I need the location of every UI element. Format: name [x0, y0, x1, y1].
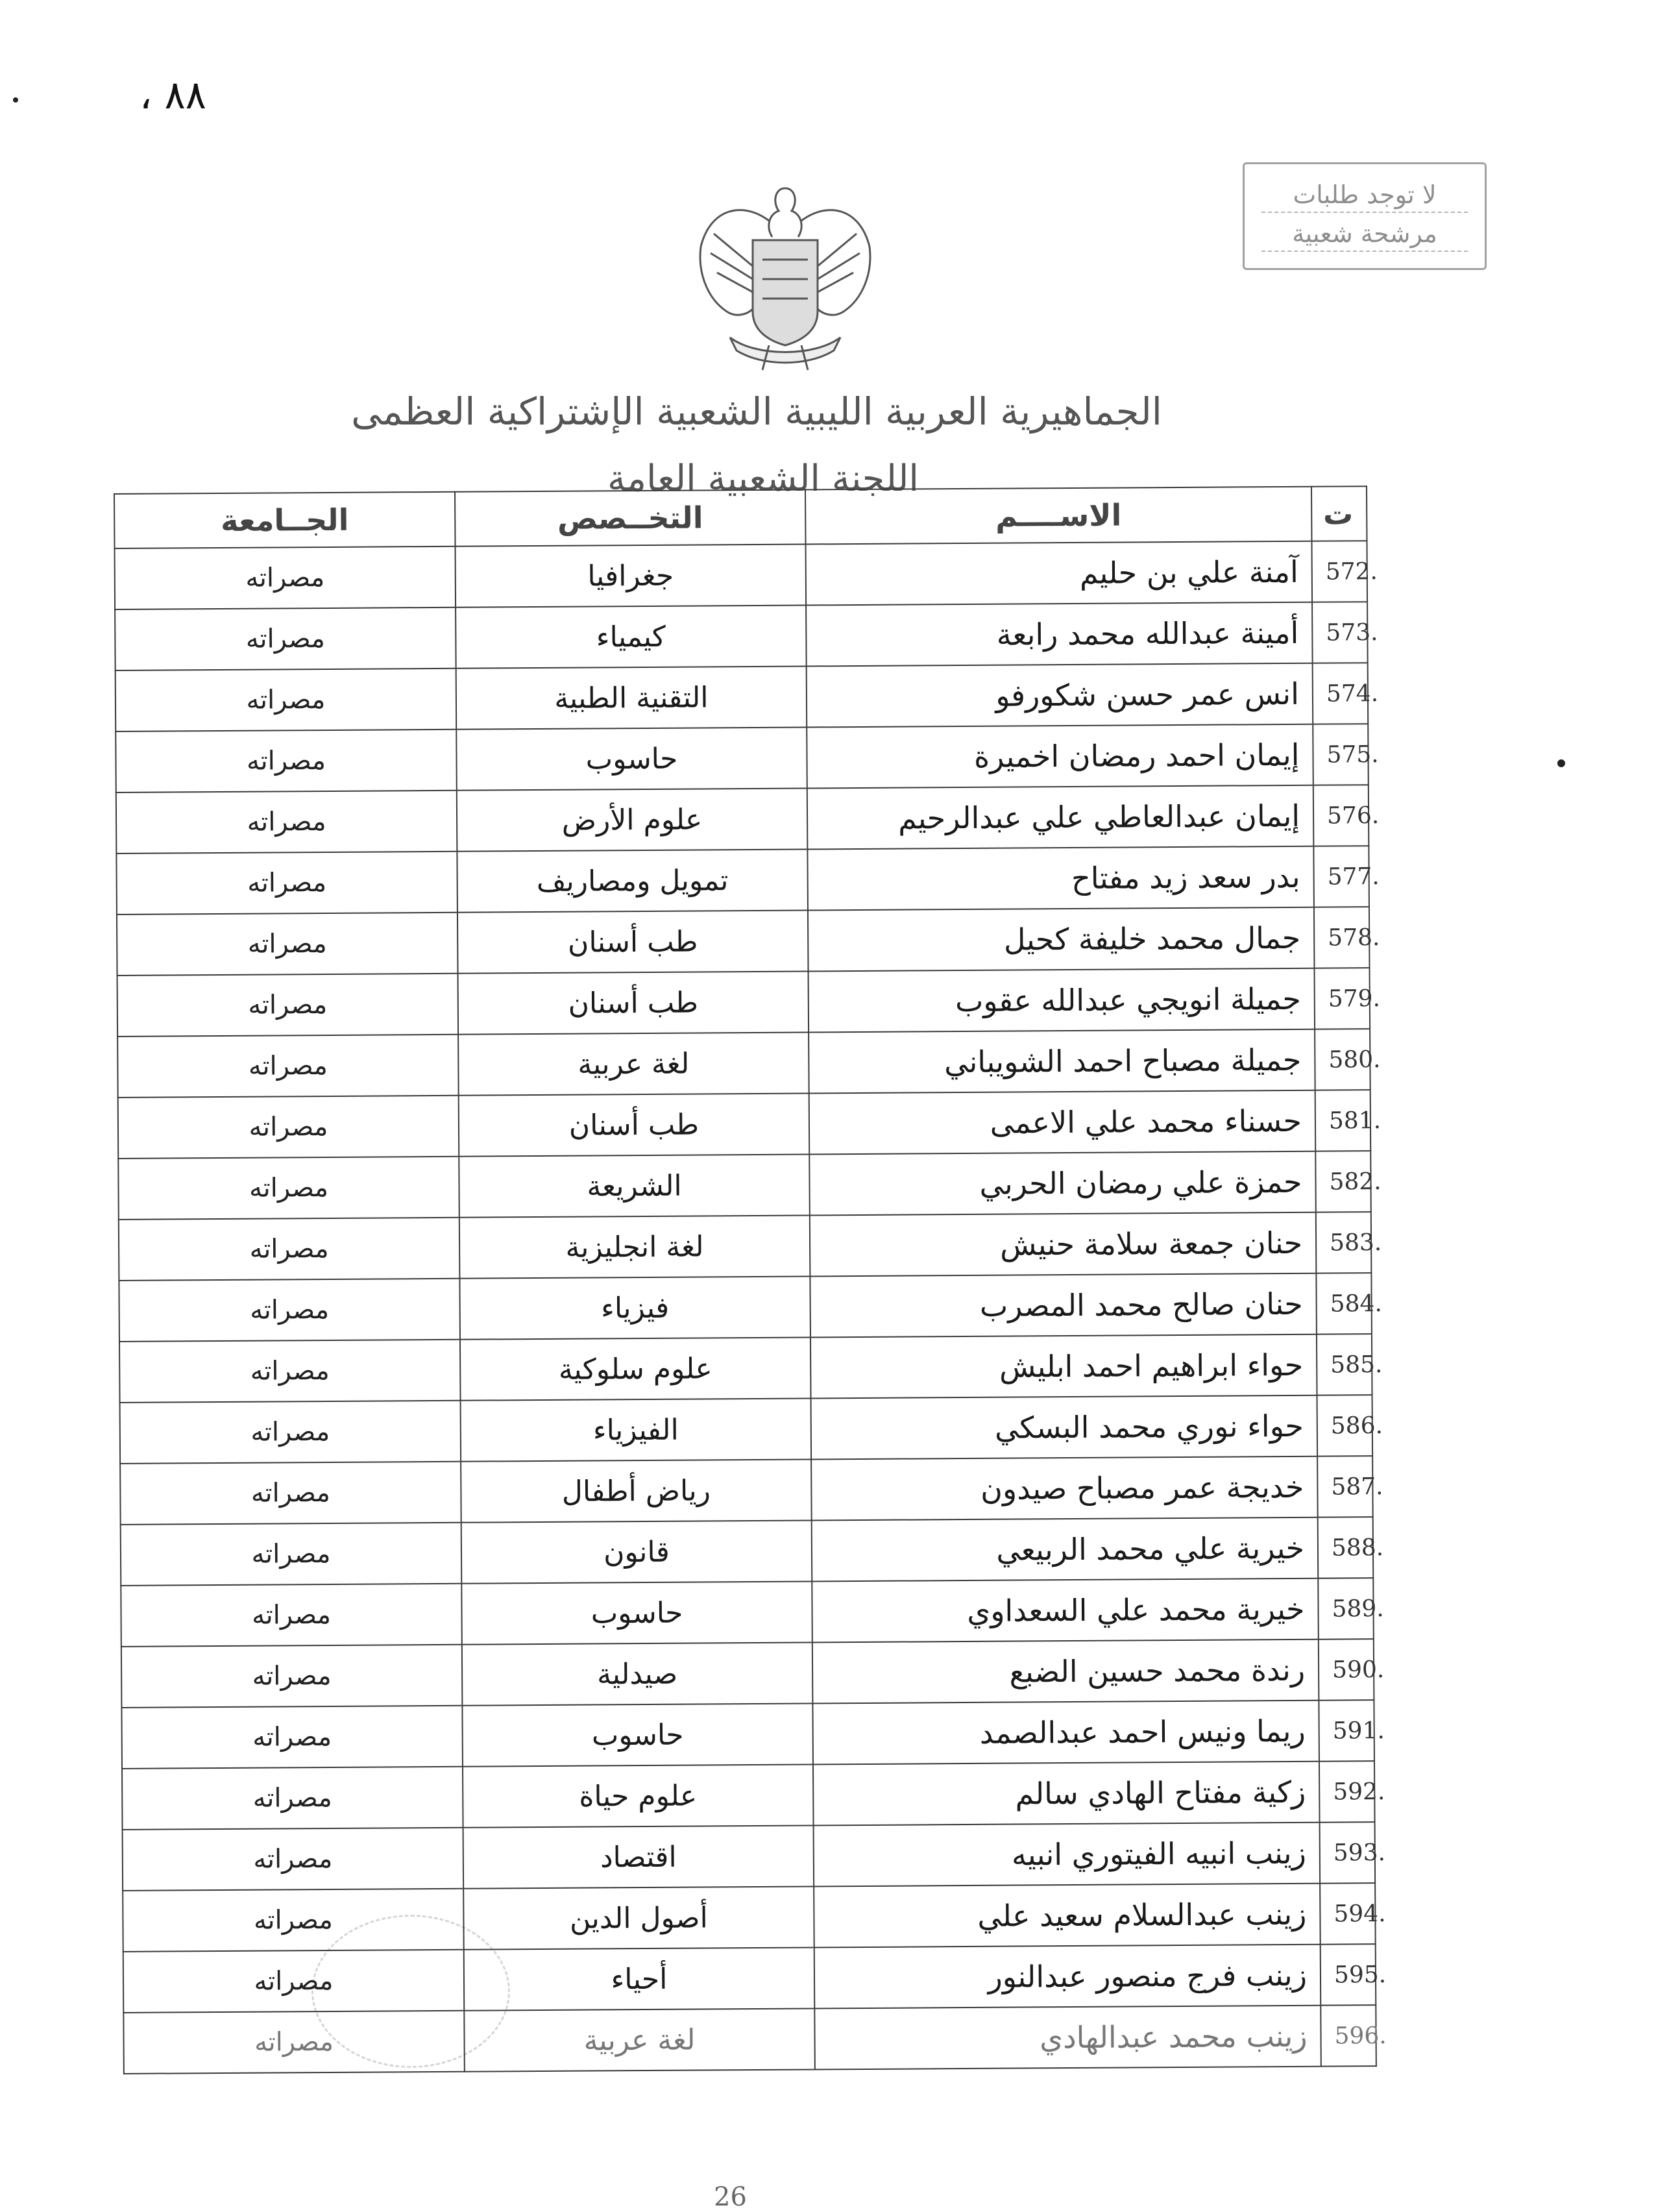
- row-university: مصراته: [117, 974, 459, 1037]
- row-number: 581.: [1315, 1090, 1371, 1151]
- row-specialization: تمويل ومصاريف: [457, 849, 808, 912]
- row-name: حنان جمعة سلامة حنيش: [810, 1212, 1317, 1277]
- row-name: خديجة عمر مصباح صيدون: [811, 1456, 1318, 1521]
- hawk-emblem-icon: [691, 175, 879, 376]
- table-row: [120, 1395, 1373, 1464]
- row-number: 586.: [1317, 1395, 1373, 1456]
- row-university: مصراته: [123, 1828, 464, 1891]
- row-specialization: علوم حياة: [463, 1764, 814, 1827]
- row-number: 574.: [1313, 663, 1369, 724]
- row-specialization: طب أسنان: [459, 1093, 810, 1156]
- row-university: مصراته: [121, 1645, 463, 1708]
- row-university: مصراته: [117, 913, 458, 976]
- header-name: الاســــم: [805, 487, 1311, 545]
- row-name: إيمان احمد رمضان اخميرة: [807, 724, 1313, 789]
- row-specialization: حاسوب: [462, 1703, 813, 1766]
- table-row: [117, 1029, 1370, 1098]
- row-university: مصراته: [120, 1462, 461, 1525]
- row-number: 587.: [1317, 1456, 1373, 1518]
- row-name: بدر سعد زيد مفتاح: [807, 846, 1314, 911]
- row-university: مصراته: [123, 1889, 464, 1952]
- stamp-line-1: لا توجد طلبات: [1261, 180, 1468, 213]
- row-name: انس عمر حسن شكورفو: [807, 663, 1313, 728]
- table-row: [119, 1334, 1372, 1403]
- table-row: [117, 907, 1370, 976]
- row-university: مصراته: [118, 1096, 459, 1159]
- row-number: 595.: [1321, 1944, 1376, 2006]
- table-row: [116, 724, 1369, 793]
- row-university: مصراته: [119, 1218, 460, 1281]
- row-university: مصراته: [121, 1523, 462, 1586]
- table-row: [120, 1456, 1373, 1525]
- row-specialization: التقنية الطبية: [456, 666, 807, 729]
- row-name: حواء نوري محمد البسكي: [811, 1395, 1318, 1460]
- table-row: [119, 1212, 1372, 1281]
- table-row: [122, 1761, 1375, 1830]
- row-university: مصراته: [121, 1706, 463, 1769]
- table-row: [121, 1700, 1374, 1769]
- table-row: [115, 541, 1368, 609]
- roster-table-container: [114, 485, 1387, 2122]
- table-row: [121, 1517, 1374, 1586]
- roster-table: [114, 485, 1387, 2074]
- row-number: 584.: [1316, 1273, 1372, 1334]
- row-number: 580.: [1315, 1029, 1370, 1090]
- row-name: حواء ابراهيم احمد ابليش: [810, 1334, 1317, 1399]
- row-university: مصراته: [120, 1401, 461, 1464]
- row-specialization: حاسوب: [456, 727, 807, 790]
- table-row: [121, 1578, 1374, 1647]
- table-row: [116, 785, 1369, 854]
- row-specialization: طب أسنان: [458, 971, 809, 1034]
- table-row: [118, 1090, 1371, 1159]
- row-specialization: الشريعة: [459, 1154, 810, 1217]
- row-number: 594.: [1320, 1883, 1376, 1945]
- row-specialization: قانون: [461, 1520, 812, 1583]
- table-row: [123, 1822, 1376, 1891]
- row-number: 575.: [1313, 724, 1369, 785]
- row-university: مصراته: [117, 1035, 459, 1098]
- row-specialization: صيدلية: [462, 1642, 813, 1705]
- table-row: [123, 1944, 1376, 2013]
- row-number: 573.: [1312, 602, 1368, 663]
- table-row: [116, 663, 1369, 731]
- table-row: [123, 2005, 1376, 2074]
- table-row: [123, 1883, 1376, 1952]
- row-name: ريما ونيس احمد عبدالصمد: [812, 1701, 1319, 1765]
- row-specialization: لغة انجليزية: [459, 1215, 810, 1278]
- row-specialization: لغة عربية: [458, 1032, 809, 1095]
- table-row: [119, 1273, 1372, 1342]
- row-name: أمينة عبدالله محمد رابعة: [806, 602, 1313, 667]
- row-university: مصراته: [123, 2011, 465, 2074]
- header-university: الجــامعة: [114, 492, 456, 548]
- row-number: 576.: [1313, 785, 1369, 846]
- document-subtitle: اللجنة الشعبية العامة: [607, 458, 919, 500]
- page-number: 26: [714, 2182, 747, 2212]
- row-university: مصراته: [115, 608, 456, 670]
- row-university: مصراته: [116, 852, 457, 915]
- table-row: [117, 968, 1370, 1037]
- row-specialization: كيمياء: [456, 605, 807, 668]
- row-university: مصراته: [118, 1157, 459, 1220]
- table-row: [121, 1639, 1374, 1708]
- row-name: آمنة علي بن حليم: [805, 541, 1312, 606]
- scan-speck: [1557, 759, 1565, 767]
- row-number: 585.: [1317, 1334, 1372, 1395]
- row-number: 590.: [1319, 1639, 1374, 1701]
- row-university: مصراته: [116, 669, 457, 731]
- row-name: خيرية محمد علي السعداوي: [812, 1579, 1319, 1643]
- table-row: [116, 846, 1369, 915]
- row-name: جميلة انويجي عبدالله عقوب: [809, 968, 1315, 1033]
- stamp-line-2: مرشحة شعبية: [1261, 219, 1468, 252]
- row-number: 596.: [1321, 2005, 1376, 2067]
- row-number: 578.: [1314, 907, 1370, 968]
- row-number: 572.: [1311, 541, 1367, 602]
- row-name: حسناء محمد علي الاعمى: [809, 1090, 1316, 1155]
- row-specialization: أحياء: [464, 1947, 815, 2010]
- row-specialization: طب أسنان: [457, 910, 809, 973]
- row-number: 589.: [1318, 1578, 1374, 1640]
- row-name: زينب محمد عبدالهادي: [814, 2006, 1321, 2070]
- row-name: جمال محمد خليفة كحيل: [808, 907, 1315, 972]
- row-specialization: أصول الدين: [463, 1886, 814, 1949]
- row-university: مصراته: [119, 1279, 460, 1342]
- row-number: 593.: [1320, 1822, 1376, 1884]
- row-name: خيرية علي محمد الربيعي: [812, 1518, 1319, 1582]
- row-specialization: جغرافيا: [456, 544, 807, 607]
- row-specialization: اقتصاد: [463, 1825, 814, 1888]
- row-number: 592.: [1319, 1761, 1375, 1823]
- row-university: مصراته: [115, 547, 456, 609]
- row-name: حنان صالح محمد المصرب: [810, 1273, 1317, 1338]
- table-header-row: [114, 486, 1367, 548]
- row-name: حمزة علي رمضان الحربي: [809, 1151, 1316, 1216]
- row-name: رندة محمد حسين الضبع: [812, 1640, 1319, 1704]
- scan-speck: [13, 97, 18, 103]
- row-university: مصراته: [123, 1950, 465, 2013]
- document-title: الجماهيرية العربية الليبية الشعبية الإشتراكية العظمى: [351, 389, 1162, 434]
- row-name: زينب انبيه الفيتوري انبيه: [814, 1823, 1321, 1887]
- row-specialization: الفيزياء: [461, 1398, 812, 1461]
- row-name: زينب عبدالسلام سعيد علي: [814, 1884, 1321, 1948]
- row-university: مصراته: [116, 730, 457, 793]
- header-specialization: التخــصص: [455, 489, 806, 546]
- row-university: مصراته: [119, 1340, 461, 1403]
- row-number: 591.: [1319, 1700, 1374, 1762]
- header-number: ت: [1311, 486, 1367, 541]
- corner-handwritten-mark: ، ٨٨: [140, 73, 206, 118]
- row-number: 583.: [1316, 1212, 1372, 1273]
- row-name: زكية مفتاح الهادي سالم: [813, 1762, 1320, 1826]
- roster-body: [115, 541, 1387, 2074]
- table-row: [118, 1151, 1371, 1220]
- row-number: 582.: [1315, 1151, 1371, 1212]
- row-name: جميلة مصباح احمد الشويباني: [809, 1029, 1315, 1094]
- row-university: مصراته: [121, 1584, 462, 1647]
- row-specialization: حاسوب: [461, 1581, 812, 1644]
- row-specialization: علوم الأرض: [457, 788, 808, 851]
- row-number: 588.: [1318, 1517, 1374, 1579]
- row-specialization: علوم سلوكية: [460, 1337, 811, 1400]
- table-row: [115, 602, 1368, 670]
- row-specialization: فيزياء: [459, 1276, 810, 1339]
- row-specialization: رياض أطفال: [461, 1459, 812, 1522]
- row-number: 577.: [1313, 846, 1369, 907]
- row-name: إيمان عبدالعاطي علي عبدالرحيم: [807, 785, 1314, 850]
- row-university: مصراته: [116, 791, 457, 854]
- row-number: 579.: [1315, 968, 1370, 1029]
- row-university: مصراته: [122, 1767, 463, 1830]
- row-specialization: لغة عربية: [464, 2008, 815, 2071]
- row-name: زينب فرج منصور عبدالنور: [814, 1945, 1321, 2009]
- reception-stamp: [1243, 162, 1487, 270]
